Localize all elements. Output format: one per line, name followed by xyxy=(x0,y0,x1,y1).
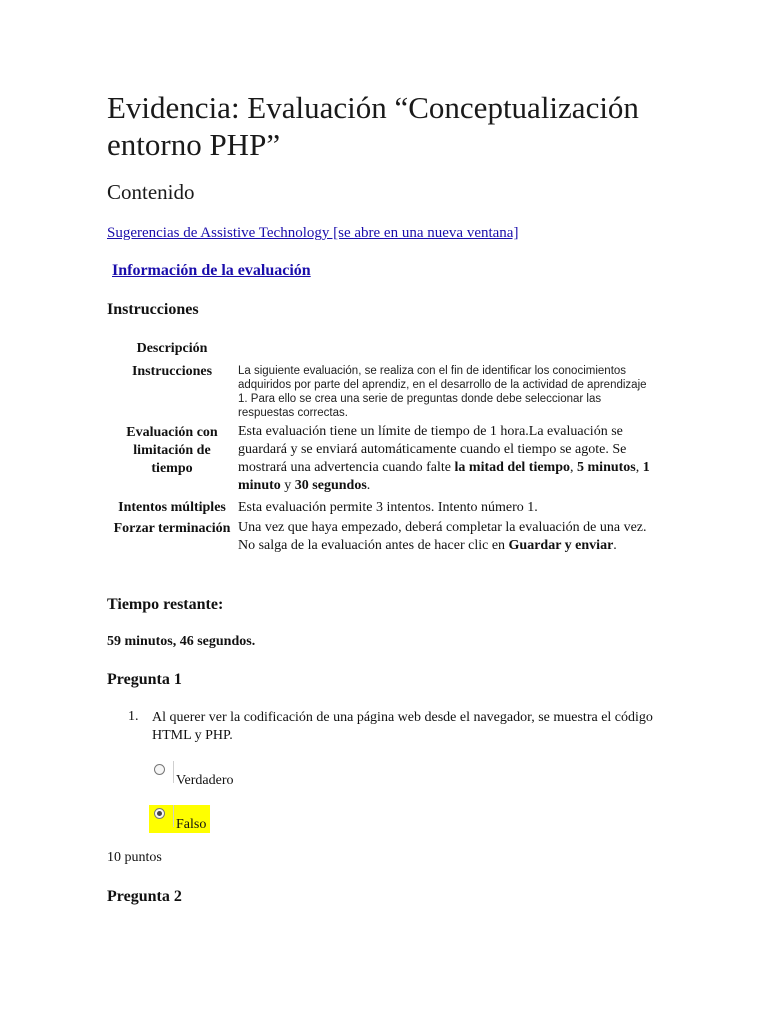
evaluation-info-link[interactable]: Información de la evaluación xyxy=(112,262,311,279)
question-1-points: 10 puntos xyxy=(107,850,162,865)
question-2-heading: Pregunta 2 xyxy=(107,888,182,905)
row-label-attempts: Intentos múltiples xyxy=(118,500,226,515)
time-remaining-value: 59 minutos, 46 segundos. xyxy=(107,634,256,649)
time-remaining-label: Tiempo restante: xyxy=(107,596,224,613)
option-falso[interactable] xyxy=(149,805,210,833)
question-1-text: Al querer ver la codificación de una página web desde el navegador, se muestra el código HTML y PHP. xyxy=(152,710,653,743)
radio-button-icon[interactable] xyxy=(149,761,174,783)
instructions-heading: Instrucciones xyxy=(107,301,199,318)
option-label: Falso xyxy=(176,817,207,832)
option-label: Verdadero xyxy=(176,773,234,788)
option-verdadero[interactable] xyxy=(149,761,234,789)
table-header-description: Descripción xyxy=(136,341,208,356)
page-title: Evidencia: Evaluación “Conceptualización entorno PHP” xyxy=(107,90,639,162)
row-label-time-limit: Evaluación con limitación de tiempo xyxy=(126,425,218,476)
radio-button-selected-icon[interactable] xyxy=(149,805,174,827)
row-label-force-completion: Forzar terminación xyxy=(113,521,231,536)
row-value-time-limit: Esta evaluación tiene un límite de tiempo de 1 hora.La evaluación se guardará y se enviará automáticamente cuando el tiempo se agote. Se mostrará una advertencia cuando falte la mitad del tiempo, 5 minutos, 1 minuto y 30 segundos. xyxy=(238,424,650,493)
row-value-instrucciones: La siguiente evaluación, se realiza con el fin de identificar los conocimientos adquiridos por parte del aprendiz, en el desarrollo de la actividad de aprendizaje 1. Para ello se crea una serie de preguntas donde debe seleccionar las respuestas correctas. xyxy=(238,365,647,419)
content-heading: Contenido xyxy=(107,180,195,204)
question-1-number: 1. xyxy=(128,709,139,724)
question-1-heading: Pregunta 1 xyxy=(107,671,182,688)
row-label-instrucciones: Instrucciones xyxy=(131,364,213,379)
assistive-technology-link[interactable]: Sugerencias de Assistive Technology [se abre en una nueva ventana] xyxy=(107,225,519,241)
row-value-force-completion: Una vez que haya empezado, deberá completar la evaluación de una vez. No salga de la evaluación antes de hacer clic en Guardar y enviar. xyxy=(238,520,647,553)
row-value-attempts: Esta evaluación permite 3 intentos. Intento número 1. xyxy=(238,500,538,515)
